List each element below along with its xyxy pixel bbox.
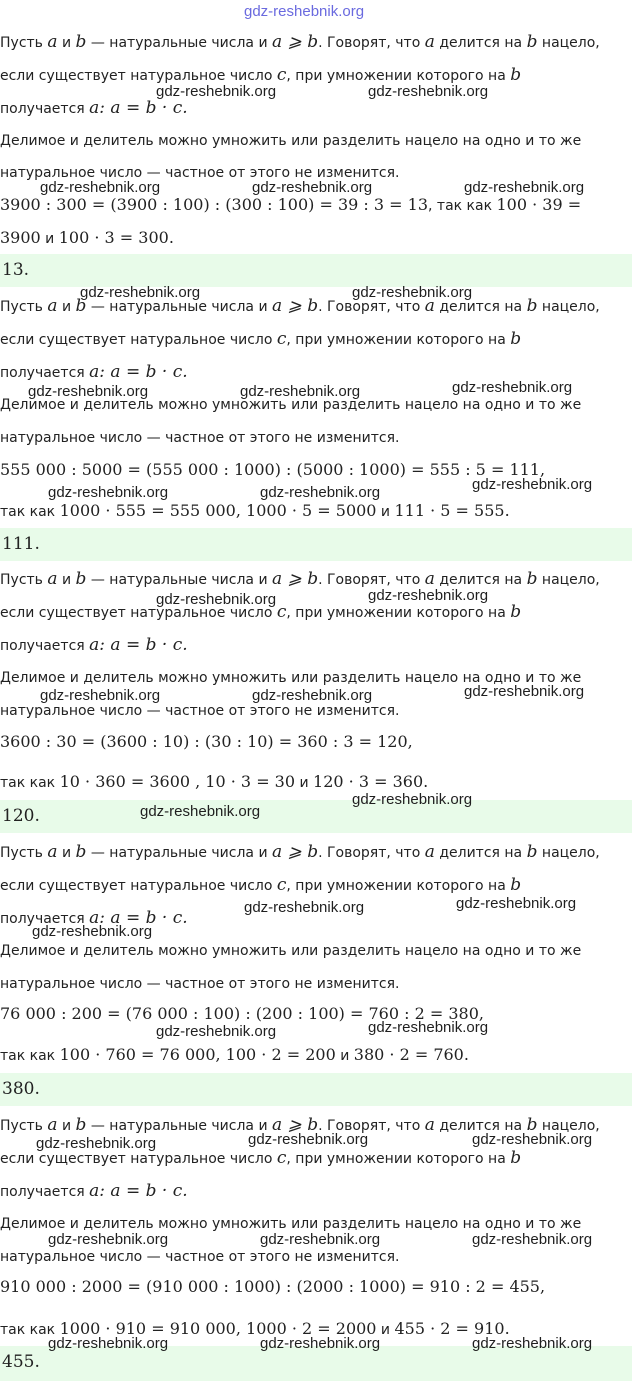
watermark: gdz-reshebnik.org <box>368 1019 489 1036</box>
calculation: 3900 : 300 = (3900 : 100) : (300 : 100) = 39 : 3 = 13 <box>0 195 429 214</box>
var-b: b <box>526 569 538 589</box>
check: 10 · 360 = 3600 , 10 · 3 = 30 <box>59 772 296 791</box>
text: и <box>40 231 59 247</box>
watermark: gdz-reshebnik.org <box>244 899 365 916</box>
theory-line-5: натуральное число — частное от этого не изменится. <box>0 703 400 719</box>
var-a: a <box>47 32 58 52</box>
var-a: a <box>47 296 58 316</box>
theory-line-4: Делимое и делитель можно умножить или разделить нацело на одно и то же <box>0 943 582 959</box>
text: , при умножении которого на <box>286 68 511 84</box>
watermark: gdz-reshebnik.org <box>240 383 361 400</box>
text: и <box>57 299 76 315</box>
calc-line <box>0 196 581 215</box>
text: нацело, <box>537 1118 600 1134</box>
calculation: 910 000 : 2000 = (910 000 : 1000) : (2000 : 1000) = 910 : 2 = 455, <box>0 1277 546 1296</box>
watermark-top: gdz-reshebnik.org <box>244 3 365 20</box>
text: если существует натуральное число <box>0 332 277 348</box>
theory-line-3 <box>0 363 188 382</box>
equation: a: a = b · c. <box>89 1181 188 1201</box>
text: и <box>295 775 314 791</box>
text: — натуральные числа и <box>86 572 273 588</box>
calc-line <box>0 733 413 752</box>
text: и <box>57 845 76 861</box>
answer-row: 13. <box>0 254 632 287</box>
check: 380 · 2 = 760. <box>353 1045 469 1064</box>
inequality: a ⩾ b <box>272 32 319 52</box>
theory-line-5: натуральное число — частное от этого не изменится. <box>0 165 400 181</box>
watermark: gdz-reshebnik.org <box>28 383 149 400</box>
watermark: gdz-reshebnik.org <box>248 1131 369 1148</box>
watermark: gdz-reshebnik.org <box>48 1335 169 1352</box>
watermark: gdz-reshebnik.org <box>140 803 261 820</box>
watermark: gdz-reshebnik.org <box>36 1135 157 1152</box>
text: делится на <box>434 572 527 588</box>
calculation: 76 000 : 200 = (76 000 : 100) : (200 : 100) = 760 : 2 = 380, <box>0 1004 484 1023</box>
text: так как <box>0 504 60 520</box>
text: и <box>57 35 76 51</box>
text: Пусть <box>0 35 48 51</box>
inequality: a ⩾ b <box>272 1115 319 1135</box>
text: нацело, <box>537 572 600 588</box>
equation: a: a = b · c. <box>89 635 188 655</box>
var-b: b <box>75 1115 87 1135</box>
theory-line-3 <box>0 636 188 655</box>
theory-line-4: Делимое и делитель можно умножить или разделить нацело на одно и то же <box>0 1216 582 1232</box>
watermark: gdz-reshebnik.org <box>40 687 161 704</box>
var-b: b <box>75 842 87 862</box>
var-b: b <box>510 1148 522 1168</box>
text: получается <box>0 1184 90 1200</box>
watermark: gdz-reshebnik.org <box>452 379 573 396</box>
var-b: b <box>510 65 522 85</box>
text: нацело, <box>537 35 600 51</box>
watermark: gdz-reshebnik.org <box>80 284 201 301</box>
var-b: b <box>75 32 87 52</box>
watermark: gdz-reshebnik.org <box>472 476 593 493</box>
text: — натуральные числа и <box>86 1118 273 1134</box>
watermark: gdz-reshebnik.org <box>156 83 277 100</box>
var-a: a <box>424 569 435 589</box>
text: , при умножении которого на <box>286 1151 511 1167</box>
theory-line-4: Делимое и делитель можно умножить или разделить нацело на одно и то же <box>0 133 582 149</box>
text: , так как <box>428 198 497 214</box>
var-b: b <box>526 1115 538 1135</box>
check: 455 · 2 = 910. <box>394 1319 510 1338</box>
text: так как <box>0 1048 60 1064</box>
theory-line-2 <box>0 330 521 349</box>
watermark: gdz-reshebnik.org <box>464 179 585 196</box>
text: делится на <box>434 299 527 315</box>
text: , при умножении которого на <box>286 605 511 621</box>
var-b: b <box>526 842 538 862</box>
calculation: 3600 : 30 = (3600 : 10) : (30 : 10) = 360 : 3 = 120, <box>0 732 413 751</box>
var-b: b <box>510 875 522 895</box>
text: . Говорят, что <box>318 572 425 588</box>
text: . Говорят, что <box>318 35 425 51</box>
text: получается <box>0 638 90 654</box>
equation: a: a = b · c. <box>89 362 188 382</box>
check: 100 · 3 = 300. <box>58 228 174 247</box>
theory-line-4: Делимое и делитель можно умножить или разделить нацело на одно и то же <box>0 397 582 413</box>
theory-line-5: натуральное число — частное от этого не изменится. <box>0 976 400 992</box>
watermark: gdz-reshebnik.org <box>156 1023 277 1040</box>
check-line <box>0 1046 469 1065</box>
watermark: gdz-reshebnik.org <box>156 591 277 608</box>
text: , при умножении которого на <box>286 332 511 348</box>
watermark: gdz-reshebnik.org <box>260 1335 381 1352</box>
text: и <box>376 504 395 520</box>
var-a: a <box>424 32 435 52</box>
text: и <box>57 1118 76 1134</box>
text: Пусть <box>0 299 48 315</box>
text: , при умножении которого на <box>286 878 511 894</box>
calculation: 555 000 : 5000 = (555 000 : 1000) : (5000 : 1000) = 555 : 5 = 111, <box>0 460 546 479</box>
theory-line-4: Делимое и делитель можно умножить или разделить нацело на одно и то же <box>0 670 582 686</box>
text: нацело, <box>537 845 600 861</box>
text: Пусть <box>0 572 48 588</box>
answer-row: 455. <box>0 1346 632 1381</box>
theory-line-5: натуральное число — частное от этого не изменится. <box>0 1249 400 1265</box>
var-c: c <box>276 65 287 85</box>
var-a: a <box>424 296 435 316</box>
watermark: gdz-reshebnik.org <box>48 1231 169 1248</box>
theory-line-1 <box>0 33 600 52</box>
check: 100 · 760 = 76 000, 100 · 2 = 200 <box>59 1045 336 1064</box>
text: и <box>335 1048 354 1064</box>
text: делится на <box>434 1118 527 1134</box>
text: . Говорят, что <box>318 299 425 315</box>
equation: a: a = b · c. <box>89 98 188 118</box>
watermark: gdz-reshebnik.org <box>368 587 489 604</box>
check: 100 · 39 = <box>496 195 582 214</box>
theory-line-5: натуральное число — частное от этого не изменится. <box>0 430 400 446</box>
watermark: gdz-reshebnik.org <box>352 284 473 301</box>
text: и <box>376 1322 395 1338</box>
var-b: b <box>526 32 538 52</box>
text: если существует натуральное число <box>0 878 277 894</box>
text: если существует натуральное число <box>0 68 277 84</box>
watermark: gdz-reshebnik.org <box>464 683 585 700</box>
inequality: a ⩾ b <box>272 569 319 589</box>
theory-line-1 <box>0 843 600 862</box>
theory-line-1 <box>0 570 600 589</box>
check: 120 · 3 = 360. <box>313 772 429 791</box>
watermark: gdz-reshebnik.org <box>456 895 577 912</box>
text: получается <box>0 365 90 381</box>
var-b: b <box>510 329 522 349</box>
text: так как <box>0 775 60 791</box>
inequality: a ⩾ b <box>272 296 319 316</box>
watermark: gdz-reshebnik.org <box>48 484 169 501</box>
text: Пусть <box>0 1118 48 1134</box>
check-line <box>0 773 428 792</box>
var-a: a <box>47 1115 58 1135</box>
answer-row: 111. <box>0 528 632 561</box>
check-line <box>0 229 174 248</box>
theory-line-3 <box>0 1182 188 1201</box>
var-c: c <box>276 602 287 622</box>
check: 111 · 5 = 555. <box>394 501 510 520</box>
watermark: gdz-reshebnik.org <box>260 1231 381 1248</box>
text: — натуральные числа и <box>86 299 273 315</box>
check: 1000 · 555 = 555 000, 1000 · 5 = 5000 <box>59 501 377 520</box>
watermark: gdz-reshebnik.org <box>368 83 489 100</box>
check: 1000 · 910 = 910 000, 1000 · 2 = 2000 <box>59 1319 377 1338</box>
text: — натуральные числа и <box>86 35 273 51</box>
watermark: gdz-reshebnik.org <box>472 1335 593 1352</box>
text: Пусть <box>0 845 48 861</box>
watermark: gdz-reshebnik.org <box>472 1131 593 1148</box>
text: нацело, <box>537 299 600 315</box>
var-a: a <box>424 842 435 862</box>
text: делится на <box>434 845 527 861</box>
var-c: c <box>276 875 287 895</box>
inequality: a ⩾ b <box>272 842 319 862</box>
var-b: b <box>75 296 87 316</box>
text: если существует натуральное число <box>0 1151 277 1167</box>
watermark: gdz-reshebnik.org <box>252 687 373 704</box>
watermark: gdz-reshebnik.org <box>260 484 381 501</box>
answer-row: 120. <box>0 800 632 833</box>
watermark: gdz-reshebnik.org <box>472 1231 593 1248</box>
var-b: b <box>75 569 87 589</box>
var-a: a <box>47 569 58 589</box>
calc-line <box>0 461 545 480</box>
var-b: b <box>510 602 522 622</box>
text: . Говорят, что <box>318 845 425 861</box>
theory-line-3 <box>0 99 188 118</box>
var-a: a <box>424 1115 435 1135</box>
check: 3900 <box>0 228 41 247</box>
text: так как <box>0 1322 60 1338</box>
var-c: c <box>276 1148 287 1168</box>
text: — натуральные числа и <box>86 845 273 861</box>
check-line <box>0 502 510 521</box>
text: если существует натуральное число <box>0 605 277 621</box>
text: . Говорят, что <box>318 1118 425 1134</box>
var-c: c <box>276 329 287 349</box>
theory-line-2 <box>0 876 521 895</box>
text: делится на <box>434 35 527 51</box>
watermark: gdz-reshebnik.org <box>32 923 153 940</box>
calc-line <box>0 1278 545 1297</box>
var-a: a <box>47 842 58 862</box>
text: и <box>57 572 76 588</box>
var-b: b <box>526 296 538 316</box>
watermark: gdz-reshebnik.org <box>352 791 473 808</box>
watermark: gdz-reshebnik.org <box>40 179 161 196</box>
text: получается <box>0 911 90 927</box>
answer-row: 380. <box>0 1073 632 1106</box>
text: получается <box>0 101 90 117</box>
equation: a: a = b · c. <box>89 908 188 928</box>
watermark: gdz-reshebnik.org <box>252 179 373 196</box>
